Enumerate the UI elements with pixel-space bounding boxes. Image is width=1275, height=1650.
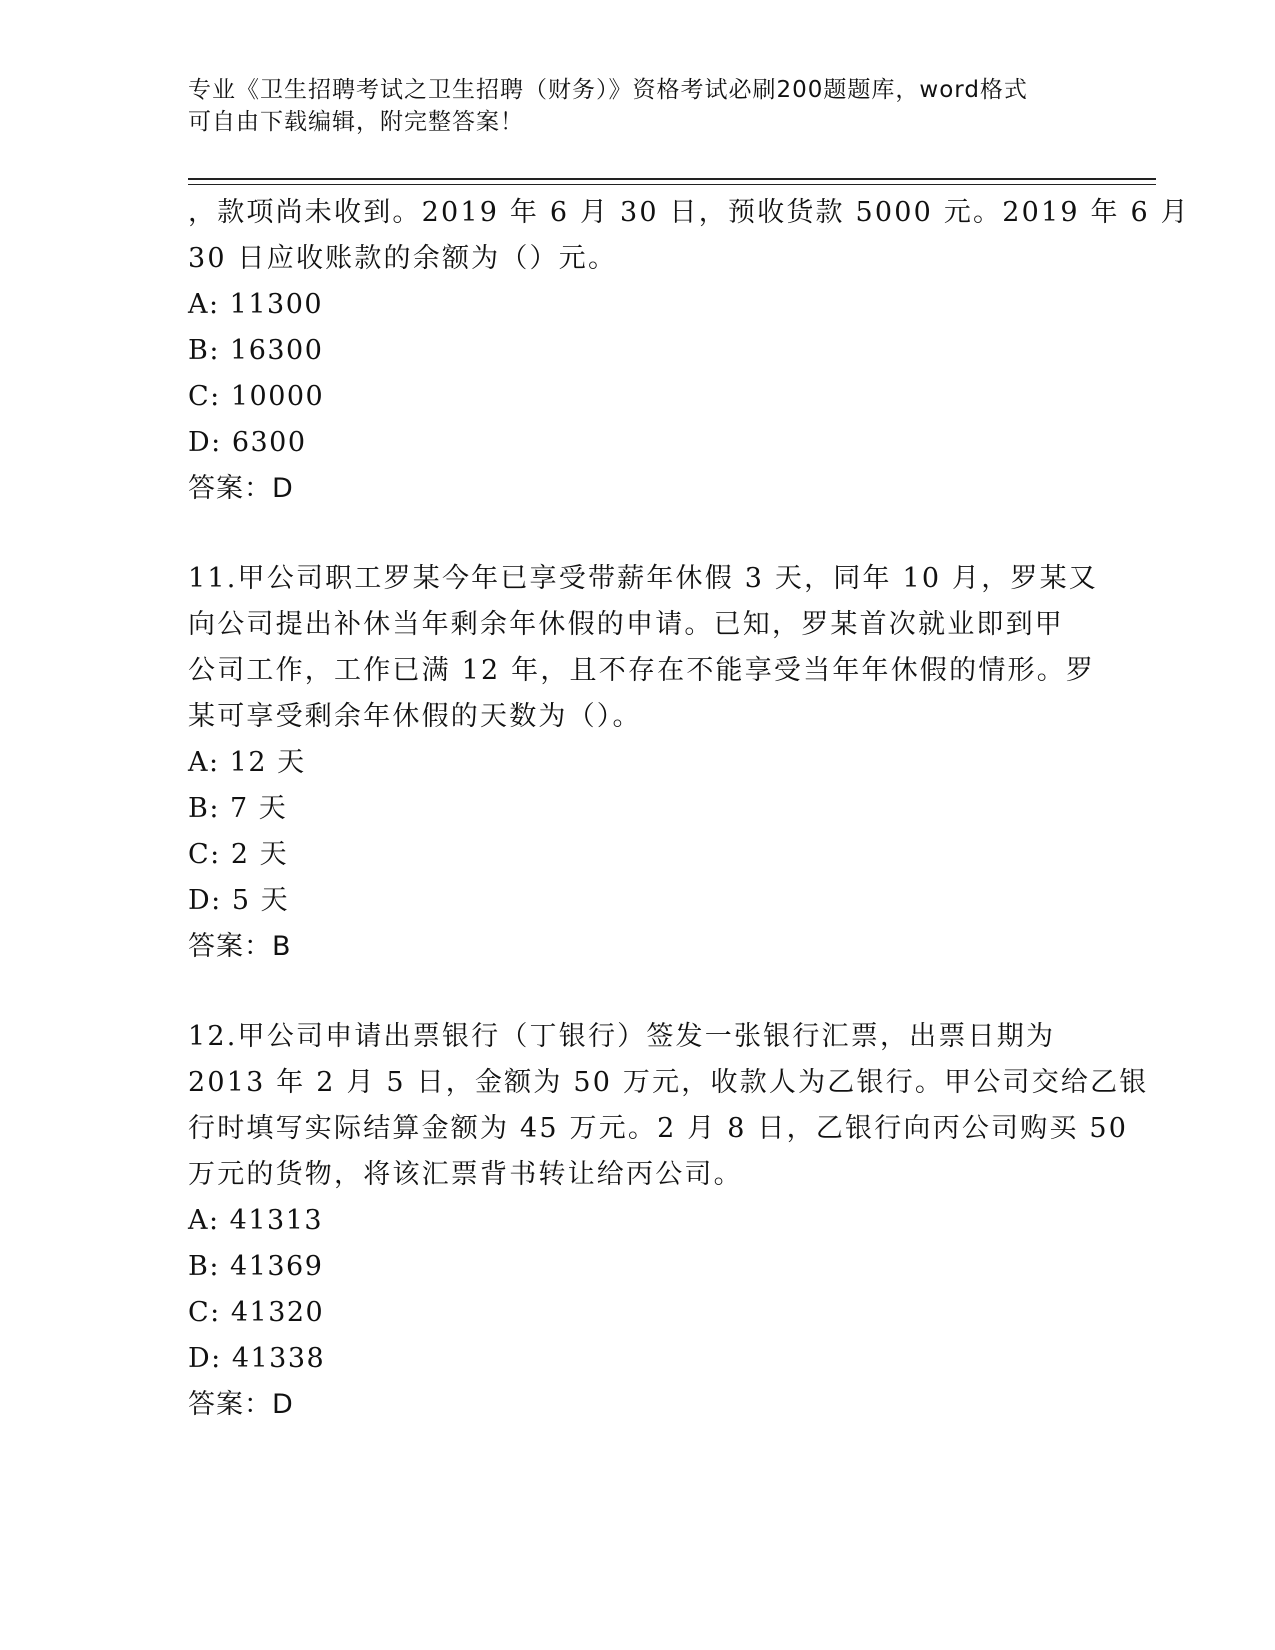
question-text-line: 行时填写实际结算金额为 45 万元。2 月 8 日，乙银行向丙公司购买 50 (188, 1113, 1129, 1144)
question-text-line: 12.甲公司申请出票银行（丁银行）签发一张银行汇票，出票日期为 (188, 1021, 1056, 1052)
document-header (188, 74, 1088, 138)
question-block-11 (188, 556, 1099, 970)
question-text-line: 某可享受剩余年休假的天数为（）。 (188, 701, 642, 732)
option-a: A: 12 天 (188, 747, 306, 778)
question-text-line: ，款项尚未收到。2019 年 6 月 30 日，预收货款 5000 元。2019 年 6 月 (188, 197, 1190, 228)
header-divider-thin (188, 184, 1156, 185)
answer-line: 答案：D (188, 473, 294, 504)
option-a: A: 11300 (188, 289, 324, 320)
answer-line: 答案：B (188, 931, 292, 962)
option-c: C: 41320 (188, 1297, 325, 1328)
question-text-line: 万元的货物，将该汇票背书转让给丙公司。 (188, 1159, 743, 1190)
header-line-1: 专业《卫生招聘考试之卫生招聘（财务）》资格考试必刷200题题库，word格式 (188, 77, 1028, 103)
option-d: D: 5 天 (188, 885, 290, 916)
question-text-line: 2013 年 2 月 5 日，金额为 50 万元，收款人为乙银行。甲公司交给乙银 (188, 1067, 1149, 1098)
question-text-line: 向公司提出补休当年剩余年休假的申请。已知，罗某首次就业即到甲 (188, 609, 1064, 640)
option-c: C: 2 天 (188, 839, 289, 870)
option-d: D: 41338 (188, 1343, 326, 1374)
question-text-line: 30 日应收账款的余额为（）元。 (188, 243, 618, 274)
option-b: B: 16300 (188, 335, 324, 366)
option-a: A: 41313 (188, 1205, 324, 1236)
question-block-12 (188, 1014, 1149, 1428)
option-d: D: 6300 (188, 427, 307, 458)
question-text-line: 11.甲公司职工罗某今年已享受带薪年休假 3 天，同年 10 月，罗某又 (188, 563, 1099, 594)
option-c: C: 10000 (188, 381, 325, 412)
option-b: B: 7 天 (188, 793, 288, 824)
question-block-10 (188, 190, 1190, 512)
header-divider-thick (188, 178, 1156, 180)
option-b: B: 41369 (188, 1251, 324, 1282)
answer-line: 答案：D (188, 1389, 294, 1420)
header-line-2: 可自由下载编辑，附完整答案！ (188, 109, 524, 135)
spacer (188, 970, 1088, 1014)
question-text-line: 公司工作，工作已满 12 年，且不存在不能享受当年年休假的情形。罗 (188, 655, 1096, 686)
spacer (188, 512, 1088, 556)
document-body (188, 190, 1190, 1428)
